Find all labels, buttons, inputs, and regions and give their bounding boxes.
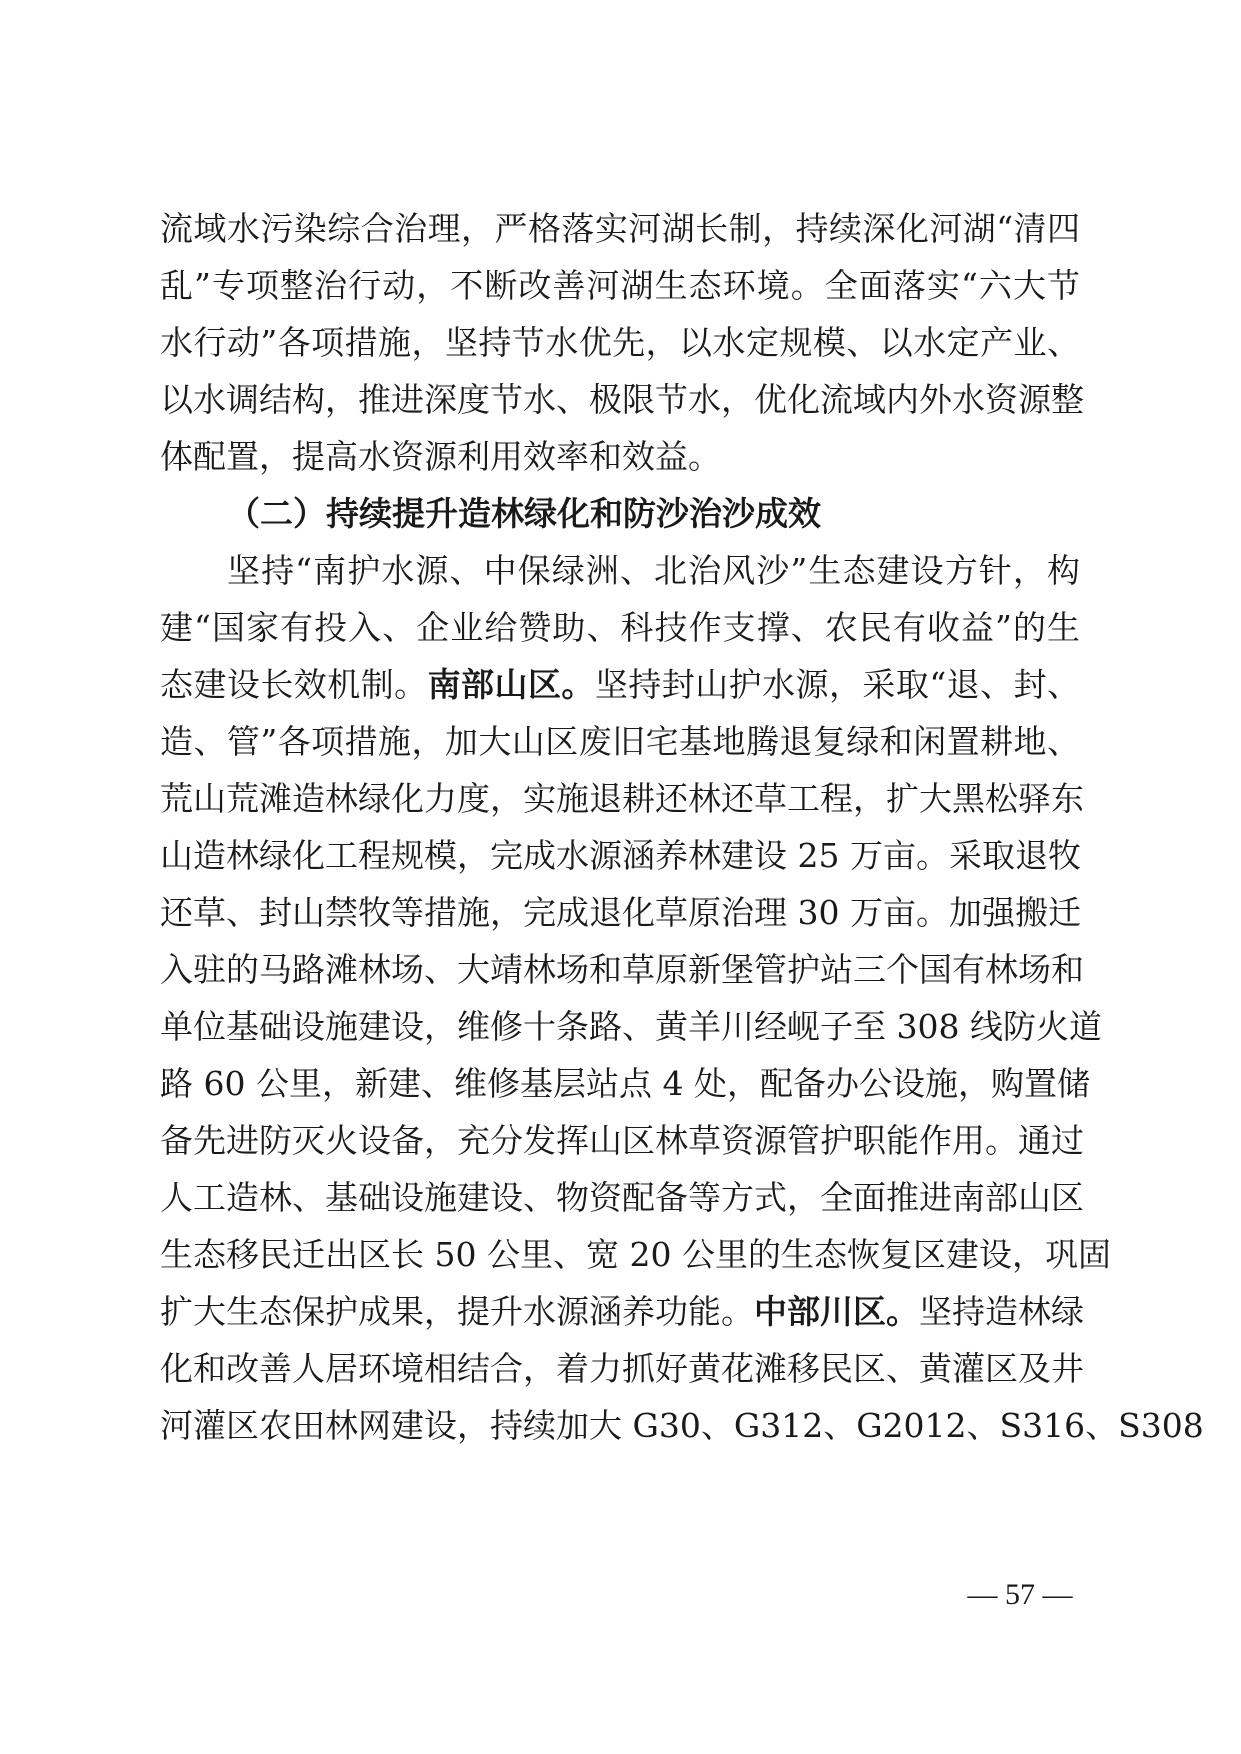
body-line: 乱”专项整治行动，不断改善河湖生态环境。全面落实“六大节 [160, 266, 1080, 305]
region-label-central: 中部川区。 [754, 1292, 919, 1331]
body-line [160, 655, 1080, 715]
body-line: 化和改善人居环境相结合，着力抓好黄花滩移民区、黄灌区及井 [160, 1349, 1084, 1388]
body-line: 水行动”各项措施，坚持节水优先，以水定规模、以水定产业、 [160, 323, 1080, 362]
body-line: 河灌区农田林网建设，持续加大 G30、G312、G2012、S316、S308 [160, 1406, 1204, 1445]
body-line: 造、管”各项措施，加大山区废旧宅基地腾退复绿和闲置耕地、 [160, 722, 1080, 761]
body-line: 荒山荒滩造林绿化力度，实施退耕还林还草工程，扩大黑松驿东 [160, 779, 1084, 818]
body-line: 流域水污染综合治理，严格落实河湖长制，持续深化河湖“清四 [160, 209, 1080, 248]
inline-text: 态建设长效机制。 [160, 665, 428, 704]
body-line: 体配置，提高水资源利用效率和效益。 [160, 437, 721, 476]
body-line: 路 60 公里，新建、维修基层站点 4 处，配备办公设施，购置储 [160, 1064, 1090, 1103]
page-number: — 57 — [967, 1578, 1073, 1611]
body-line: 还草、封山禁牧等措施，完成退化草原治理 30 万亩。加强搬迁 [160, 893, 1081, 932]
body-line: 以水调结构，推进深度节水、极限节水，优化流域内外水资源整 [160, 380, 1084, 419]
body-line: 单位基础设施建设，维修十条路、黄羊川经岘子至 308 线防火道 [160, 1007, 1102, 1046]
body-line: 入驻的马路滩林场、大靖林场和草原新堡管护站三个国有林场和 [160, 950, 1084, 989]
inline-text: 坚持封山护水源，采取“退、封、 [594, 665, 1081, 704]
body-line: 人工造林、基础设施建设、物资配备等方式，全面推进南部山区 [160, 1178, 1084, 1217]
section-heading: （二）持续提升造林绿化和防沙治沙成效 [227, 494, 821, 533]
body-line [160, 1282, 1084, 1342]
region-label-south: 南部山区。 [427, 665, 595, 704]
body-line: 山造林绿化工程规模，完成水源涵养林建设 25 万亩。采取退牧 [160, 836, 1081, 875]
body-line: 生态移民迁出区长 50 公里、宽 20 公里的生态恢复区建设，巩固 [160, 1235, 1111, 1274]
inline-text: 扩大生态保护成果，提升水源涵养功能。 [160, 1292, 754, 1331]
body-line: 备先进防灭火设备，充分发挥山区林草资源管护职能作用。通过 [160, 1121, 1084, 1160]
body-line: 坚持“南护水源、中保绿洲、北治风沙”生态建设方针，构 [227, 551, 1080, 590]
body-line: 建“国家有投入、企业给赞助、科技作支撑、农民有收益”的生 [160, 608, 1080, 647]
inline-text: 坚持造林绿 [919, 1292, 1084, 1331]
